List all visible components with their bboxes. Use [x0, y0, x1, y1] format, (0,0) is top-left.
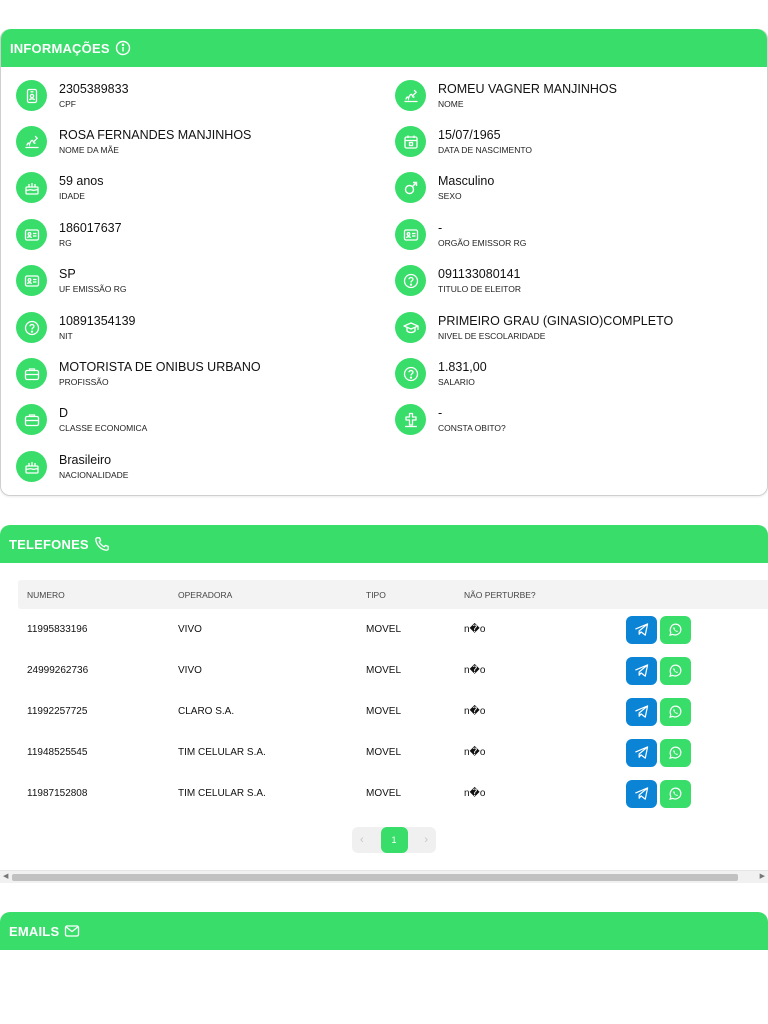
scroll-left-arrow-icon[interactable]: ◀: [3, 873, 9, 880]
info-field: [395, 80, 617, 111]
id-card-icon: [16, 219, 47, 250]
telegram-icon: [634, 745, 649, 760]
phone-icon: [94, 536, 110, 552]
type-cell: MOVEL: [366, 706, 402, 717]
do-not-disturb-cell: n�o: [464, 624, 486, 635]
info-field-value: PRIMEIRO GRAU (GINASIO)COMPLETO: [438, 313, 674, 328]
table-row: [18, 691, 768, 732]
telegram-button[interactable]: [626, 657, 657, 685]
phones-card: [0, 525, 768, 883]
table-header: [18, 580, 768, 609]
info-field-value: -: [438, 220, 443, 235]
info-field-value: -: [438, 405, 443, 420]
info-field: [16, 265, 127, 296]
pagination-prev[interactable]: ‹: [360, 834, 364, 846]
signature-icon: [395, 80, 426, 111]
info-field: [395, 312, 673, 343]
emails-header: [0, 912, 768, 950]
info-field-label: CONSTA OBITO?: [438, 422, 506, 433]
table-row: [18, 732, 768, 773]
info-field-label: SALARIO: [438, 376, 475, 387]
question-icon: [16, 312, 47, 343]
info-field-value: SP: [59, 266, 76, 281]
info-field: [395, 172, 494, 203]
telegram-button[interactable]: [626, 780, 657, 808]
phone-number-cell: 11992257725: [27, 706, 88, 717]
info-field: [16, 80, 129, 111]
info-field-value: ROMEU VAGNER MANJINHOS: [438, 81, 617, 96]
scroll-right-arrow-icon[interactable]: ▶: [759, 873, 765, 880]
info-field: [395, 126, 532, 157]
briefcase-icon: [16, 404, 47, 435]
do-not-disturb-cell: n�o: [464, 665, 486, 676]
briefcase-icon: [16, 358, 47, 389]
operator-cell: VIVO: [178, 665, 202, 676]
info-field-value: 2305389833: [59, 81, 129, 96]
info-field-label: NOME: [438, 98, 464, 109]
info-field: [395, 265, 521, 296]
telegram-button[interactable]: [626, 698, 657, 726]
info-field: [395, 358, 487, 389]
table-row: [18, 773, 768, 814]
cross-icon: [395, 404, 426, 435]
info-field-label: NIT: [59, 330, 73, 341]
male-icon: [395, 172, 426, 203]
signature-icon: [16, 126, 47, 157]
whatsapp-button[interactable]: [660, 780, 691, 808]
info-title: INFORMAÇÕES: [10, 40, 110, 56]
cake-icon: [16, 451, 47, 482]
info-field-label: CLASSE ECONOMICA: [59, 422, 148, 433]
info-field-label: TITULO DE ELEITOR: [438, 283, 521, 294]
question-icon: [395, 265, 426, 296]
phones-header: [0, 525, 768, 563]
info-field-value: 1.831,00: [438, 359, 487, 374]
id-card-icon: [16, 265, 47, 296]
whatsapp-button[interactable]: [660, 616, 691, 644]
telegram-button[interactable]: [626, 739, 657, 767]
calendar-icon: [395, 126, 426, 157]
type-cell: MOVEL: [366, 747, 402, 758]
info-field: [16, 172, 103, 203]
pagination: [352, 827, 436, 853]
col-numero: NUMERO: [27, 589, 65, 600]
operator-cell: CLARO S.A.: [178, 706, 235, 717]
type-cell: MOVEL: [366, 788, 402, 799]
whatsapp-icon: [668, 786, 683, 801]
info-field-label: CPF: [59, 98, 76, 109]
id-card-icon: [395, 219, 426, 250]
operator-cell: TIM CELULAR S.A.: [178, 747, 266, 758]
table-row: [18, 609, 768, 650]
info-header: [1, 29, 767, 67]
type-cell: MOVEL: [366, 665, 402, 676]
telegram-button[interactable]: [626, 616, 657, 644]
whatsapp-icon: [668, 745, 683, 760]
telegram-icon: [634, 622, 649, 637]
info-field-value: 15/07/1965: [438, 127, 501, 142]
info-field-value: MOTORISTA DE ONIBUS URBANO: [59, 359, 261, 374]
info-field: [16, 126, 251, 157]
row-actions: [626, 698, 691, 726]
row-actions: [626, 780, 691, 808]
whatsapp-button[interactable]: [660, 739, 691, 767]
table-row: [18, 650, 768, 691]
info-field: [16, 312, 135, 343]
whatsapp-icon: [668, 704, 683, 719]
horizontal-scrollbar[interactable]: [0, 870, 768, 883]
info-field-value: 091133080141: [438, 266, 521, 281]
info-field-label: SEXO: [438, 190, 462, 201]
info-field: [16, 404, 147, 435]
info-field-value: Brasileiro: [59, 452, 112, 467]
graduation-cap-icon: [395, 312, 426, 343]
info-field-label: NACIONALIDADE: [59, 469, 129, 480]
whatsapp-icon: [668, 663, 683, 678]
phone-number-cell: 24999262736: [27, 665, 89, 676]
whatsapp-icon: [668, 622, 683, 637]
info-field-label: NIVEL DE ESCOLARIDADE: [438, 330, 546, 341]
question-icon: [395, 358, 426, 389]
whatsapp-button[interactable]: [660, 657, 691, 685]
pagination-page-1[interactable]: 1: [381, 827, 408, 853]
emails-card: [0, 912, 768, 1024]
info-field-value: 186017637: [59, 220, 122, 235]
operator-cell: VIVO: [178, 624, 202, 635]
telegram-icon: [634, 786, 649, 801]
phones-title: TELEFONES: [9, 536, 89, 552]
id-badge-icon: [16, 80, 47, 111]
phones-table: [18, 580, 768, 814]
info-field-value: Masculino: [438, 173, 495, 188]
scrollbar-thumb[interactable]: [12, 874, 738, 881]
info-field-value: 59 anos: [59, 173, 104, 188]
info-field-label: ORGÃO EMISSOR RG: [438, 237, 527, 248]
row-actions: [626, 739, 691, 767]
row-actions: [626, 616, 691, 644]
pagination-next[interactable]: ›: [424, 834, 428, 846]
info-field-label: IDADE: [59, 190, 85, 201]
table-body: [18, 609, 768, 814]
info-field-label: RG: [59, 237, 72, 248]
info-field: [395, 404, 506, 435]
emails-title: EMAILS: [9, 923, 60, 939]
info-field: [16, 219, 122, 250]
col-operadora: OPERADORA: [178, 589, 233, 600]
info-field-label: PROFISSÃO: [59, 376, 109, 387]
phone-number-cell: 11987152808: [27, 788, 88, 799]
info-field-label: UF EMISSÃO RG: [59, 283, 127, 294]
whatsapp-button[interactable]: [660, 698, 691, 726]
row-actions: [626, 657, 691, 685]
info-field-label: NOME DA MÃE: [59, 144, 119, 155]
info-field: [395, 219, 526, 250]
info-card: [0, 29, 768, 496]
phone-number-cell: 11995833196: [27, 624, 88, 635]
telegram-icon: [634, 663, 649, 678]
type-cell: MOVEL: [366, 624, 402, 635]
do-not-disturb-cell: n�o: [464, 747, 486, 758]
info-circle-icon: [115, 40, 131, 56]
info-field: [16, 358, 261, 389]
do-not-disturb-cell: n�o: [464, 788, 486, 799]
envelope-icon: [64, 923, 80, 939]
do-not-disturb-cell: n�o: [464, 706, 486, 717]
info-field: [16, 451, 128, 482]
phone-number-cell: 11948525545: [27, 747, 88, 758]
info-field-value: ROSA FERNANDES MANJINHOS: [59, 127, 252, 142]
col-tipo: TIPO: [366, 589, 386, 600]
col-nao-perturbe: NÃO PERTURBE?: [464, 589, 536, 600]
operator-cell: TIM CELULAR S.A.: [178, 788, 266, 799]
info-field-value: D: [59, 405, 69, 420]
info-field-value: 10891354139: [59, 313, 136, 328]
cake-icon: [16, 172, 47, 203]
info-field-label: DATA DE NASCIMENTO: [438, 144, 532, 155]
telegram-icon: [634, 704, 649, 719]
